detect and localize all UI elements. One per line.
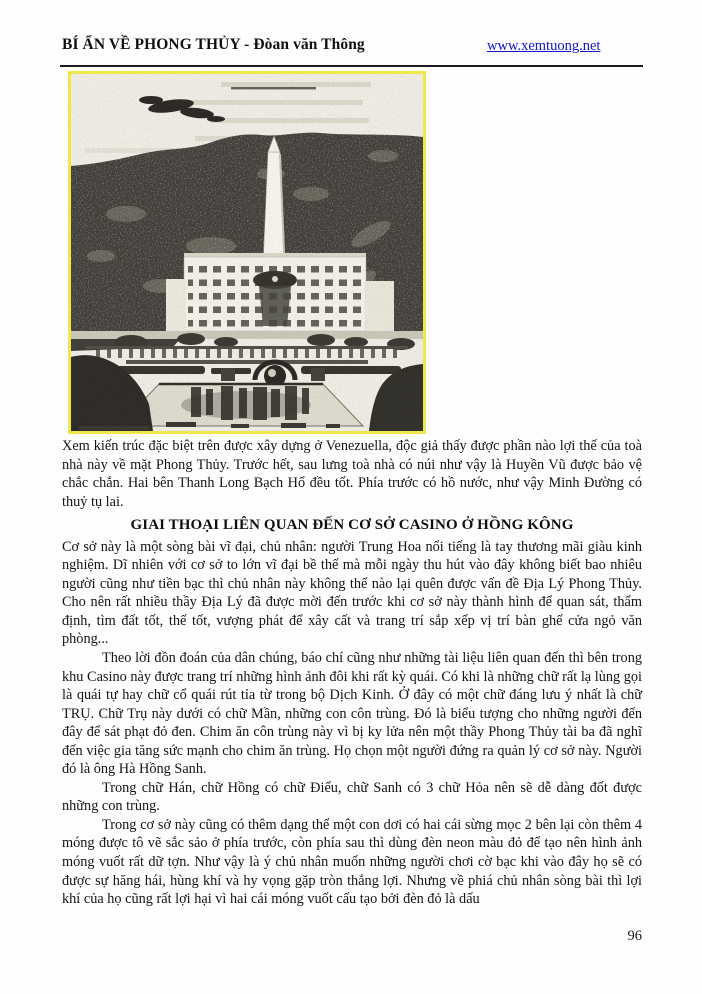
paragraph-han-characters: Trong chữ Hán, chữ Hồng có chữ Điểu, chữ Sanh có 3 chữ Hỏa nên sẽ dễ dàng đốt được những con trùng. [62, 779, 642, 815]
intro-paragraph: Xem kiến trúc đặc biệt trên được xây dựng ở Venezuella, độc giả thấy được phần nào lợi thế của toà nhà này về mặt Phong Thủy. Trước hết, sau lưng toà nhà có núi như vậy là Huyền Vũ được bảo vệ chắc chắn. Hai bên Thanh Long Bạch Hổ đều tốt. Phía trước có hồ nước, như vậy Minh Đường có thuỷ tụ lai. [62, 438, 642, 510]
paragraph-bat-figure: Trong cơ sở này cũng có thêm dạng thể một con dơi có hai cái sừng mọc 2 bên lại còn thêm 4 móng được tô vẽ sắc sảo ở phía trước, còn phía sau thì dùng đèn neon màu đỏ để tạo nên hình ảnh móng vuốt rất dữ tợn. Như vậy là ý chủ nhân muốn những người chơi cờ bạc khi vào đây họ sẽ có được sự hăng hái, hùng khí và hy vọng gặp tròn thắng lợi. Nhưng về phiá chủ nhân sòng bài thì lợi khí của họ cũng rất lợi hại vì hai cái móng vuốt cấu tạo bởi đèn đỏ là dấu [62, 816, 642, 908]
page-number: 96 [627, 928, 642, 944]
section-heading: GIAI THOẠI LIÊN QUAN ĐẾN CƠ SỞ CASINO Ở HỒNG KÔNG [130, 517, 574, 534]
paragraph-decor-rumors: Theo lời đồn đoán của dân chúng, báo chí cũng như những tài liệu liên quan đến thì bên trong khu Casino này được trang trí những hình ảnh đôi khi rất kỳ quái. Có khi là những chữ rất lạ lùng gọi là quái tự hay chữ cổ quái rút tỉa từ trong bộ Dịch Kinh. Ở đây có một chữ đáng lưu ý nhất là chữ TRỤ. Chữ Trụ này dưới có chữ Mần, những con côn trùng. Đó là biểu tượng cho những người đến đây để sát phạt đỏ đen. Chim ăn côn trùng này vì bị ky lửa nên một thầy Phong Thủy tài ba đã nghĩ đến việc gia tăng sức mạnh cho chim ăn trùng. Họ chọn một người đứng ra quản lý cơ sở này. Người đó là ông Hà Hồng Sanh. [62, 650, 642, 778]
casino-photo [71, 74, 423, 431]
header-divider [60, 65, 643, 67]
website-link[interactable]: www.xemtuong.net [487, 38, 601, 54]
photo-grain [71, 74, 423, 431]
casino-photo-figure [68, 71, 426, 434]
book-title: BÍ ẨN VỀ PHONG THỦY - Đòan văn Thông [62, 36, 365, 53]
body-text [62, 437, 642, 909]
paragraph-casino-intro: Cơ sở này là một sòng bài vĩ đại, chủ nhân: người Trung Hoa nổi tiếng là tay thương mãi giàu kinh nghiệm. Dĩ nhiên với cơ sở to lớn vĩ đại bề thế mà mỗi ngày thu hút vào đây không biết bao nhiêu người cũng như tiền bạc thì chủ nhân này không thể nào lại quên được vấn đề Địa Lý Phong Thủy. Cho nên rất nhiều thầy Địa Lý đã được mời đến trước khi cơ sở này thành hình để quan sát, thẩm định, tìm đất tốt, thế tốt, vượng phát để xây cất và trang trí sắp xếp vị trí bàn ghế cửa ngỏ văn phòng... [62, 538, 642, 648]
